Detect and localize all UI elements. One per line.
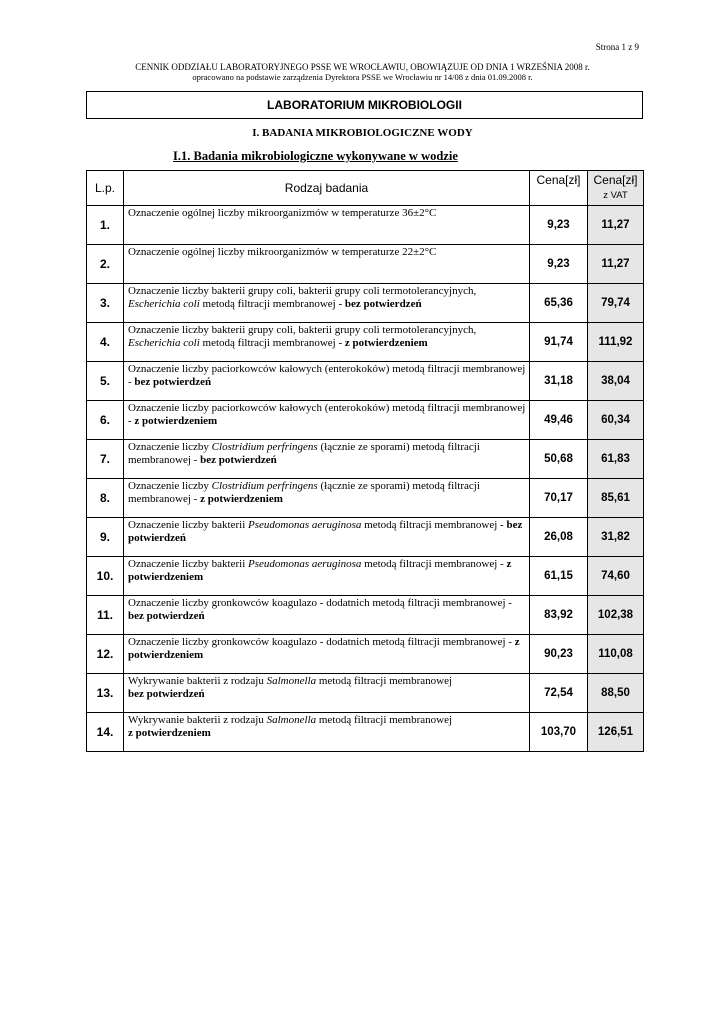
header-line-2: opracowano na podstawie zarządzenia Dyrektora PSSE we Wrocławiu nr 14/08 z dnia 01.09.2008 r.	[192, 72, 533, 82]
row-price: 9,23	[530, 206, 588, 245]
description-part: z potwierdzeniem	[128, 727, 211, 739]
row-number: 9.	[87, 518, 124, 557]
description-part: Wykrywanie bakterii z rodzaju	[128, 675, 267, 687]
row-description	[124, 440, 530, 479]
description-part: z potwierdzeniem	[134, 415, 218, 427]
row-description	[124, 401, 530, 440]
table-row	[87, 479, 644, 518]
description-part: Pseudomonas aeruginosa	[248, 519, 362, 531]
table-row	[87, 245, 644, 284]
row-number: 10.	[87, 557, 124, 596]
table-row	[87, 674, 644, 713]
header-line-1: CENNIK ODDZIAŁU LABORATORYJNEGO PSSE WE WROCŁAWIU, OBOWIĄZUJE OD DNIA 1 WRZEŚNIA 2008 r.	[135, 62, 590, 72]
description-part: metodą filtracji membranowej	[316, 675, 453, 687]
description-part: z potwierdzeniem	[128, 558, 512, 583]
row-price-vat: 61,83	[588, 440, 644, 479]
section-title: I. BADANIA MIKROBIOLOGICZNE WODY	[252, 127, 473, 139]
table-row	[87, 518, 644, 557]
description-part: Clostridium perfringens	[211, 480, 318, 492]
price-table	[86, 170, 644, 752]
row-number: 13.	[87, 674, 124, 713]
lab-title: LABORATORIUM MIKROBIOLOGII	[267, 98, 462, 112]
description-part: Oznaczenie liczby bakterii	[128, 558, 249, 570]
description-part: bez potwierdzeń	[128, 688, 205, 700]
description-part: z potwierdzeniem	[344, 337, 428, 349]
subsection-title: I.1. Badania mikrobiologiczne wykonywane w wodzie	[173, 149, 458, 163]
row-price: 26,08	[530, 518, 588, 557]
table-header-row	[87, 171, 644, 206]
col-header-price-vat-label: Cena[zł]	[593, 173, 638, 187]
row-number: 12.	[87, 635, 124, 674]
description-part: Oznaczenie ogólnej liczby mikroorganizmów w temperaturze 36±2°C	[128, 207, 437, 219]
table-row	[87, 323, 644, 362]
row-price: 31,18	[530, 362, 588, 401]
row-price: 9,23	[530, 245, 588, 284]
table-row	[87, 440, 644, 479]
row-price-vat: 74,60	[588, 557, 644, 596]
row-price-vat: 79,74	[588, 284, 644, 323]
row-price-vat: 38,04	[588, 362, 644, 401]
description-part: metodą filtracji membranowej	[316, 714, 453, 726]
description-part: Oznaczenie ogólnej liczby mikroorganizmów w temperaturze 22±2°C	[128, 246, 437, 258]
row-price-vat: 11,27	[588, 245, 644, 284]
row-price: 49,46	[530, 401, 588, 440]
description-part: z potwierdzeniem	[200, 493, 283, 505]
row-price: 61,15	[530, 557, 588, 596]
table-row	[87, 284, 644, 323]
row-price-vat: 31,82	[588, 518, 644, 557]
description-part: bez potwierdzeń	[200, 454, 277, 466]
description-part: Oznaczenie liczby paciorkowców kałowych (enterokoków) metodą filtracji membranowej -	[128, 363, 526, 388]
description-part: Escherichia coli	[128, 298, 200, 310]
row-number: 14.	[87, 713, 124, 752]
row-description	[124, 362, 530, 401]
row-price: 90,23	[530, 635, 588, 674]
description-part: metodą filtracji membranowej -	[199, 298, 345, 310]
table-row	[87, 713, 644, 752]
description-part: Escherichia coli	[128, 337, 200, 349]
row-description	[124, 596, 530, 635]
row-price: 70,17	[530, 479, 588, 518]
description-part: Oznaczenie liczby bakterii	[128, 519, 249, 531]
row-description	[124, 635, 530, 674]
description-part: Oznaczenie liczby bakterii grupy coli, bakterii grupy coli termotolerancyjnych,	[128, 285, 477, 297]
description-part: bez potwierdzeń	[344, 298, 422, 310]
row-number: 11.	[87, 596, 124, 635]
table-row	[87, 557, 644, 596]
description-part: Oznaczenie liczby	[128, 441, 212, 453]
row-price: 83,92	[530, 596, 588, 635]
description-part: (łącznie ze sporami) metodą filtracji membranowej -	[128, 441, 480, 466]
table-row	[87, 596, 644, 635]
col-header-price-label: Cena[zł]	[536, 173, 581, 187]
row-number: 4.	[87, 323, 124, 362]
row-price: 103,70	[530, 713, 588, 752]
row-number: 8.	[87, 479, 124, 518]
col-header-vat-sub: z VAT	[603, 190, 628, 201]
row-price-vat: 110,08	[588, 635, 644, 674]
row-number: 2.	[87, 245, 124, 284]
description-part: metodą filtracji membranowej -	[361, 519, 507, 531]
row-price: 50,68	[530, 440, 588, 479]
description-part: Salmonella	[266, 714, 317, 726]
table-row	[87, 401, 644, 440]
description-part: Clostridium perfringens	[211, 441, 318, 453]
description-part: metodą filtracji membranowej -	[361, 558, 507, 570]
row-description	[124, 557, 530, 596]
row-price-vat: 111,92	[588, 323, 644, 362]
row-number: 1.	[87, 206, 124, 245]
table-row	[87, 635, 644, 674]
row-price-vat: 11,27	[588, 206, 644, 245]
row-price-vat: 60,34	[588, 401, 644, 440]
description-part: z potwierdzeniem	[128, 636, 520, 661]
col-header-price-vat	[588, 171, 644, 206]
description-part: Oznaczenie liczby bakterii grupy coli, bakterii grupy coli termotolerancyjnych,	[128, 324, 477, 336]
description-part: Oznaczenie liczby paciorkowców kałowych (enterokoków) metodą filtracji membranowej -	[128, 402, 526, 427]
row-description	[124, 323, 530, 362]
row-price: 72,54	[530, 674, 588, 713]
row-price-vat: 85,61	[588, 479, 644, 518]
description-part: Oznaczenie liczby gronkowców koagulazo - dodatnich metodą filtracji membranowej -	[128, 597, 512, 609]
row-price: 91,74	[530, 323, 588, 362]
row-price-vat: 102,38	[588, 596, 644, 635]
table-row	[87, 362, 644, 401]
row-description	[124, 245, 530, 284]
description-part: bez potwierdzeń	[128, 610, 205, 622]
page-number: Strona 1 z 9	[595, 42, 639, 52]
row-number: 3.	[87, 284, 124, 323]
description-part: metodą filtracji membranowej -	[199, 337, 345, 349]
lab-title-box	[86, 91, 643, 119]
col-header-lp: L.p.	[87, 171, 124, 206]
description-part: Pseudomonas aeruginosa	[248, 558, 362, 570]
description-part: (łącznie ze sporami) metodą filtracji membranowej -	[128, 480, 480, 505]
col-header-name: Rodzaj badania	[124, 171, 530, 206]
row-number: 5.	[87, 362, 124, 401]
description-part: Salmonella	[266, 675, 317, 687]
row-description	[124, 479, 530, 518]
description-part: bez potwierdzeń	[134, 376, 212, 388]
row-price: 65,36	[530, 284, 588, 323]
description-part: bez potwierdzeń	[128, 519, 523, 544]
row-description	[124, 518, 530, 557]
row-description	[124, 206, 530, 245]
row-description	[124, 713, 530, 752]
row-price-vat: 88,50	[588, 674, 644, 713]
description-part: Wykrywanie bakterii z rodzaju	[128, 714, 267, 726]
row-description	[124, 674, 530, 713]
row-price-vat: 126,51	[588, 713, 644, 752]
col-header-price	[530, 171, 588, 206]
description-part: Oznaczenie liczby	[128, 480, 212, 492]
table-row	[87, 206, 644, 245]
description-part: Oznaczenie liczby gronkowców koagulazo - dodatnich metodą filtracji membranowej -	[128, 636, 515, 648]
row-description	[124, 284, 530, 323]
row-number: 7.	[87, 440, 124, 479]
row-number: 6.	[87, 401, 124, 440]
